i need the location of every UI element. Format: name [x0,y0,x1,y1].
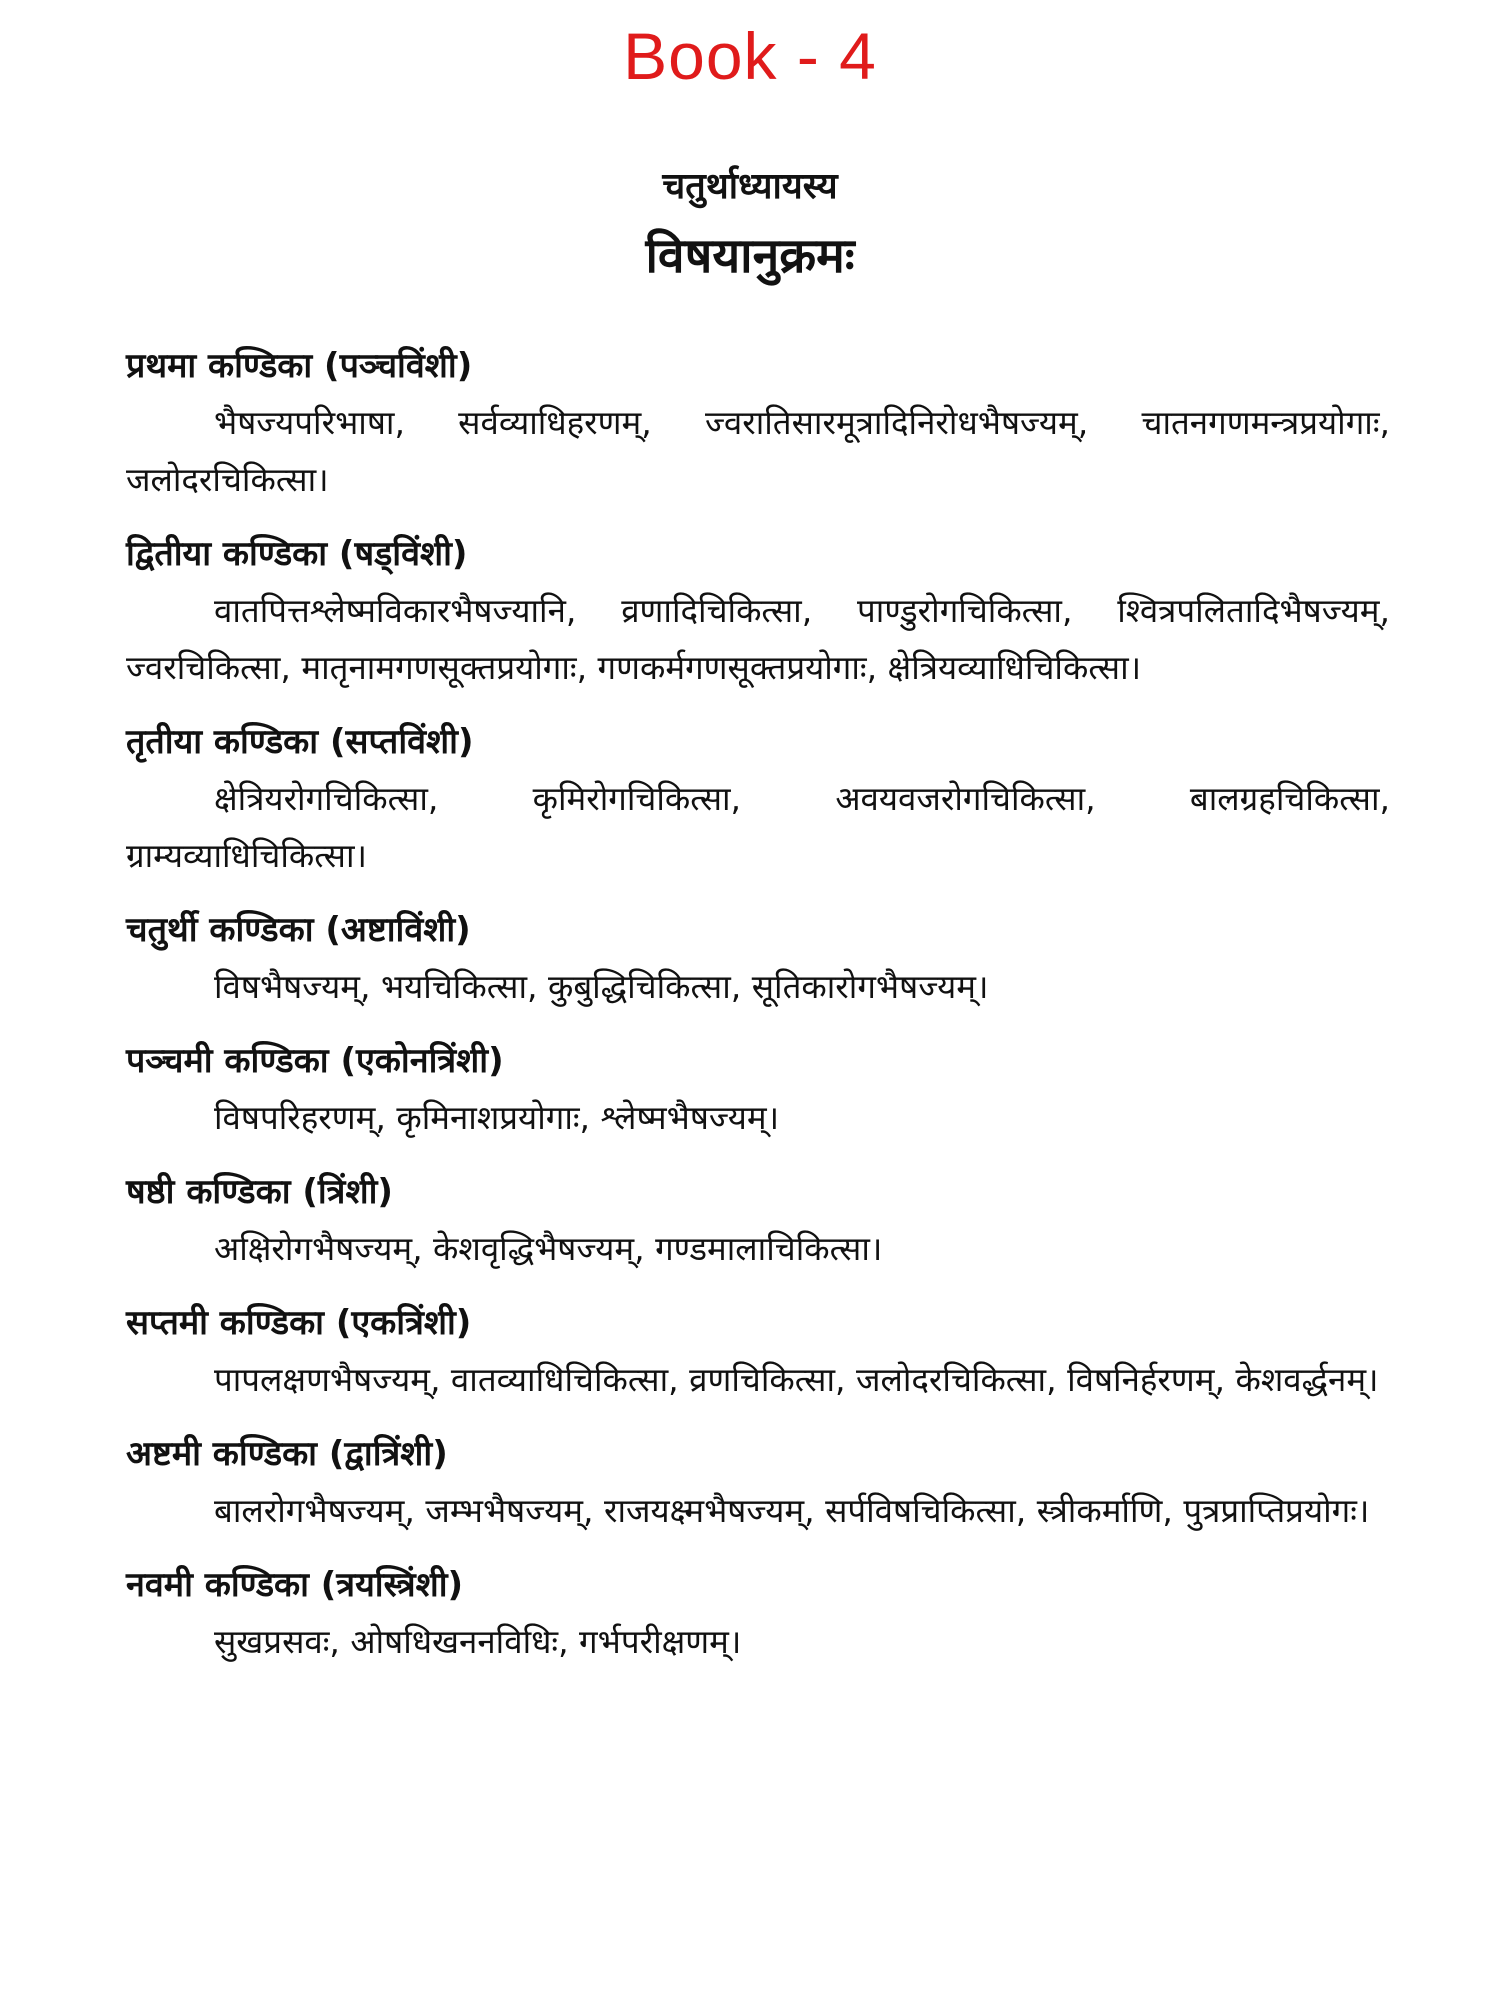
section-7 [126,1295,1390,1408]
section-heading: तृतीया कण्डिका (सप्तविंशी) [126,722,474,762]
section-5 [126,1033,1390,1146]
section-heading: चतुर्थी कण्डिका (अष्टाविंशी) [126,910,471,950]
book-title: Book - 4 [623,19,877,93]
section-topics: अक्षिरोगभैषज्यम्, केशवृद्धिभैषज्यम्, गण्डमालाचिकित्सा। [214,1229,883,1268]
section-topics: भैषज्यपरिभाषा, सर्वव्याधिहरणम्, ज्वरातिसारमूत्रादिनिरोधभैषज्यम्, चातनगणमन्त्रप्रयोगाः, जलोदरचिकित्सा। [126,403,1390,499]
section-heading: षष्ठी कण्डिका (त्रिंशी) [126,1172,393,1212]
section-topics: विषपरिहरणम्, कृमिनाशप्रयोगाः, श्लेष्मभैषज्यम्। [214,1098,780,1137]
contents-list [126,338,1390,1688]
section-topics: सुखप्रसवः, ओषधिखननविधिः, गर्भपरीक्षणम्। [214,1622,742,1661]
section-heading: पञ्चमी कण्डिका (एकोनत्रिंशी) [126,1041,504,1081]
section-9 [126,1557,1390,1670]
section-4 [126,902,1390,1015]
section-heading: प्रथमा कण्डिका (पञ्चविंशी) [126,346,473,386]
section-topics: क्षेत्रियरोगचिकित्सा, कृमिरोगचिकित्सा, अवयवजरोगचिकित्सा, बालग्रहचिकित्सा, ग्राम्यव्याधिचिकित्सा। [126,779,1390,875]
section-topics: विषभैषज्यम्, भयचिकित्सा, कुबुद्धिचिकित्सा, सूतिकारोगभैषज्यम्। [214,967,989,1006]
section-topics: बालरोगभैषज्यम्, जम्भभैषज्यम्, राजयक्ष्मभैषज्यम्, सर्पविषचिकित्सा, स्त्रीकर्माणि, पुत्रप्राप्तिप्रयोगः। [214,1491,1370,1530]
section-heading: अष्टमी कण्डिका (द्वात्रिंशी) [126,1434,448,1474]
section-3 [126,714,1390,884]
section-heading: सप्तमी कण्डिका (एकत्रिंशी) [126,1303,472,1343]
contents-title: विषयानुक्रमः [645,228,855,284]
section-6 [126,1164,1390,1277]
section-heading: द्वितीया कण्डिका (षड्विंशी) [126,534,468,574]
section-2 [126,526,1390,696]
chapter-label: चतुर्थाध्यायस्य [662,166,838,207]
section-topics: पापलक्षणभैषज्यम्, वातव्याधिचिकित्सा, व्रणचिकित्सा, जलोदरचिकित्सा, विषनिर्हरणम्, केशवर्द्धनम्। [214,1360,1379,1399]
section-heading: नवमी कण्डिका (त्रयस्त्रिंशी) [126,1565,464,1605]
section-topics: वातपित्तश्लेष्मविकारभैषज्यानि, व्रणादिचिकित्सा, पाण्डुरोगचिकित्सा, श्वित्रपलितादिभैषज्यम्, ज्वरचिकित्सा, मातृनामगणसूक्तप्रयोगाः, गणकर्मगणसूक्तप्रयोगाः, क्षेत्रियव्याधिचिकित्सा। [126,591,1390,687]
section-8 [126,1426,1390,1539]
section-1 [126,338,1390,508]
